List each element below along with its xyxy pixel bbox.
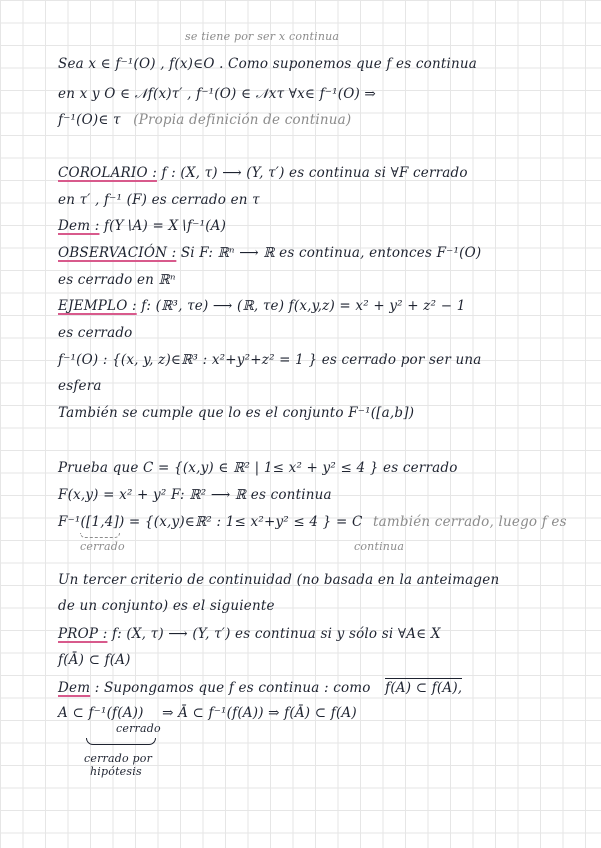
text-line: es cerrado	[58, 325, 133, 341]
section-heading: Dem	[58, 680, 91, 696]
text-line: f⁻¹(O) : {(x, y, z)∈ℝ³ : x²+y²+z² = 1 } es cerrado por ser una	[58, 352, 482, 368]
section-heading: PROP :	[58, 626, 108, 642]
annotation: continua	[354, 540, 405, 553]
section-heading: Dem :	[58, 218, 100, 234]
text-line: Sea x ∈ f⁻¹(O) , f(x)∈O . Como suponemos que f es continua	[58, 56, 478, 72]
annotation: cerrado	[80, 540, 125, 553]
prop-line: PROP : f: (X, τ) ⟶ (Y, τ′) es continua si y sólo si ∀A∈ X	[58, 626, 441, 642]
section-heading: OBSERVACIÓN :	[58, 245, 177, 261]
underbrace	[80, 533, 120, 538]
section-heading: COROLARIO :	[58, 165, 157, 181]
text-line: en x y O ∈ 𝒩f(x)τ′ , f⁻¹(O) ∈ 𝒩xτ ∀x∈ f⁻¹(O) ⇒	[58, 86, 376, 102]
dem-line: Dem : Supongamos que f es continua : como f(A) ⊂ f(A),	[58, 680, 463, 696]
text-line: Un tercer criterio de continuidad (no basada en la anteimagen	[58, 572, 500, 588]
text-line: de un conjunto) es el siguiente	[58, 598, 275, 614]
text-line: F⁻¹([1,4]) = {(x,y)∈ℝ² : 1≤ x²+y² ≤ 4 } = C también cerrado, luego f es	[58, 514, 567, 530]
text-line: esfera	[58, 378, 102, 394]
text-line: También se cumple que lo es el conjunto F⁻¹([a,b])	[58, 405, 415, 421]
annotation: cerrado	[116, 722, 161, 735]
text-line: F(x,y) = x² + y² F: ℝ² ⟶ ℝ es continua	[58, 487, 332, 503]
underbrace	[86, 738, 156, 745]
section-heading: EJEMPLO :	[58, 298, 137, 314]
text-line: A ⊂ f⁻¹(f(A)) ⇒ Ā ⊂ f⁻¹(f(A)) ⇒ f(Ā) ⊂ f(A)	[58, 705, 357, 721]
annotation: hipótesis	[90, 765, 142, 778]
text-line: es cerrado en ℝⁿ	[58, 272, 176, 288]
dem-line: Dem : f(Y∖A) = X∖f⁻¹(A)	[58, 218, 227, 234]
text-line: f(Ā) ⊂ f(A)	[58, 652, 131, 668]
text-line: en τ′ , f⁻¹ (F) es cerrado en τ	[58, 192, 260, 208]
text-line: f⁻¹(O)∈ τ (Propia definición de continua)	[58, 112, 352, 128]
note-top: se tiene por ser x continua	[185, 30, 340, 43]
corolario-line: COROLARIO : f : (X, τ) ⟶ (Y, τ′) es continua si ∀F cerrado	[58, 165, 468, 181]
ejemplo-line: EJEMPLO : f: (ℝ³, τe) ⟶ (ℝ, τe) f(x,y,z) = x² + y² + z² − 1	[58, 298, 466, 314]
annotation: cerrado por	[84, 752, 153, 765]
observacion-line: OBSERVACIÓN : Si F: ℝⁿ ⟶ ℝ es continua, entonces F⁻¹(O)	[58, 245, 482, 261]
text-line: Prueba que C = {(x,y) ∈ ℝ² | 1≤ x² + y² ≤ 4 } es cerrado	[58, 460, 458, 476]
